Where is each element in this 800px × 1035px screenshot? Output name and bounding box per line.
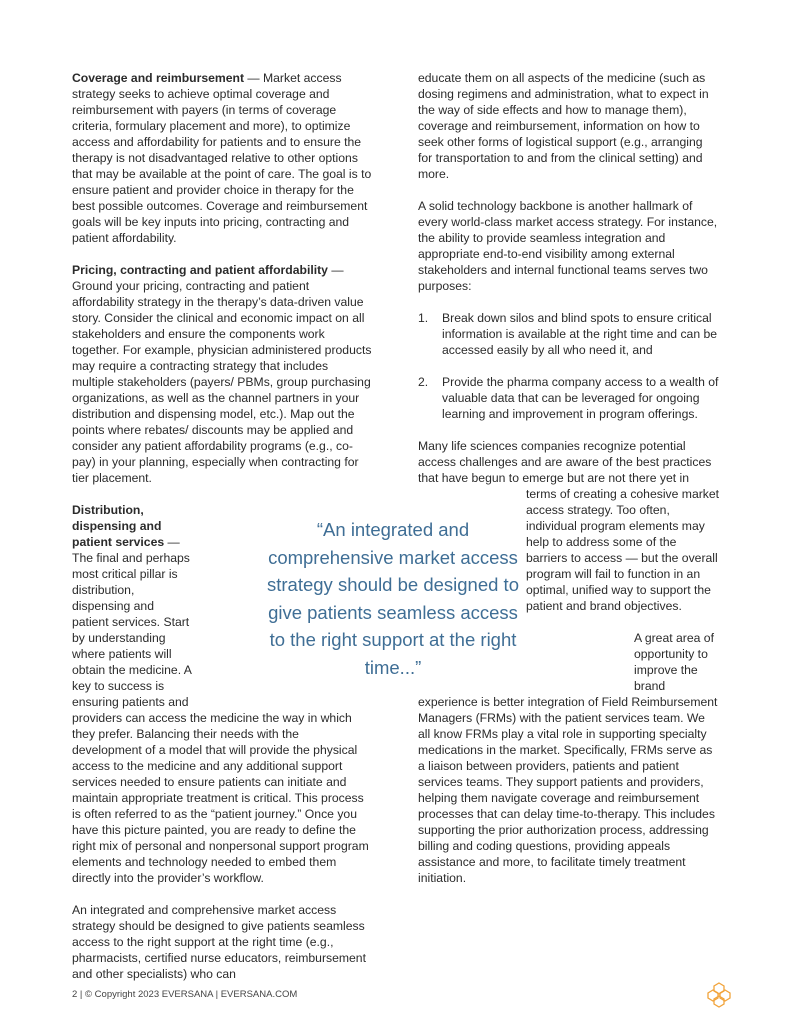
continuation-paragraph: educate them on all aspects of the medicine (such as dosing regimens and administration, what to expect in the way of side effects and how to manage them), coverage and reimbursement, information on how to seek other forms of logistical support (e.g., arranging for transportation to and from the clinical setting) and more. [418, 71, 709, 181]
coverage-text: — Market access strategy seeks to achieve optimal coverage and reimbursement with payers (in terms of coverage criteria, formulary placement and more), to optimize access and affordability for patients and to ensure the therapy is not disadvantaged relative to other options that may be available at the point of care. The goal is to ensure patient and provider choice in therapy for the best possible outcomes. Coverage and reimbursement goals will be key inputs into pricing, contracting and patient affordability. [72, 71, 372, 245]
right-column [418, 70, 720, 886]
eversana-hexagon-logo-icon [706, 982, 732, 1008]
coverage-heading: Coverage and reimbursement [72, 71, 245, 85]
distribution-heading: Distribution, dispensing and patient services [72, 503, 165, 549]
pricing-text: — Ground your pricing, contracting and patient affordability strategy in the therapy’s data-driven value story. Consider the clinical and economic impact on all stakeholders and ensure the components work together. For example, physician administered products may require a contracting strategy that includes multiple stakeholders (payers/ PBMs, group purchasing organizations, as well as the channel partners in your distribution and dispensing model, etc.). Map out the points where rebates/ discounts may be applied and consider any patient affordability programs (e.g., co-pay) in your planning, especially when contracting for tier placement. [72, 263, 372, 485]
page-footer: 2 | © Copyright 2023 EVERSANA | EVERSANA.COM [72, 989, 298, 1000]
coverage-paragraph [72, 70, 372, 246]
pull-quote: “An integrated and comprehensive market access strategy should be designed to give patients seamless access to the right support at the right time...” [267, 519, 519, 678]
technology-paragraph: A solid technology backbone is another hallmark of every world-class market access strategy. For instance, the ability to provide seamless integration and appropriate end-to-end visibility among external stakeholders and internal functional teams serves two purposes: [418, 199, 718, 293]
frm-text: A great area of opportunity to improve the brand experience is better integration of Field Reimbursement Managers (FRMs) with the patient services team. We all know FRMs play a vital role in supporting specialty medications in the market. Specifically, FRMs serve as a liaison between providers, patients and patient services teams. They support patients and providers, helping them navigate coverage and reimbursement processes that can delay time-to-therapy. This includes supporting the prior authorization process, addressing billing and coding questions, providing appeals assistance and more, to facilitate timely treatment initiation. [418, 631, 718, 885]
list-item [418, 374, 720, 422]
list-item [418, 310, 720, 358]
list-number: 1. [418, 311, 429, 325]
list-number: 2. [418, 375, 429, 389]
list-text: Provide the pharma company access to a wealth of valuable data that can be leveraged for ongoing learning and improvement in program offerings. [442, 375, 719, 421]
challenges-text: Many life sciences companies recognize potential access challenges and are aware of the best practices that have begun to emerge but are not there yet [418, 439, 712, 485]
challenges-text-continued: in terms of creating a cohesive market access strategy. Too often, individual program elements may help to address some of the barriers to access — but the overall program will fail to function in an optimal, unified way to support the patient and brand objectives. [526, 471, 720, 613]
integrated-paragraph: An integrated and comprehensive market access strategy should be designed to give patients seamless access to the right support at the right time (e.g., pharmacists, certified nurse educators, reimbursement and other specialists) who can [72, 903, 366, 981]
pricing-heading: Pricing, contracting and patient affordability [72, 263, 328, 277]
pricing-paragraph [72, 262, 372, 486]
purposes-list [418, 310, 720, 422]
quote-gap-right-2 [526, 630, 634, 694]
distribution-text: — The final and perhaps most critical pillar is distribution, dispensing and patient services. Start by understanding where patients will obtain the medicine. A key to success is ensuring patients and providers can access the medicine the way in which they prefer. Balancing their needs with the development of a model that will provide the physical access to the medicine and any additional support services needed to ensure patients can initiate and maintain appropriate treatment is critical. This process is often referred to as the “patient journey.” Once you have this picture painted, you are ready to define the right mix of personal and nonpersonal support program elements and technology needed to embed them directly into the provider’s workflow. [72, 535, 369, 885]
list-text: Break down silos and blind spots to ensure critical information is available at the right time and can be accessed easily by all who need it, and [442, 311, 718, 357]
